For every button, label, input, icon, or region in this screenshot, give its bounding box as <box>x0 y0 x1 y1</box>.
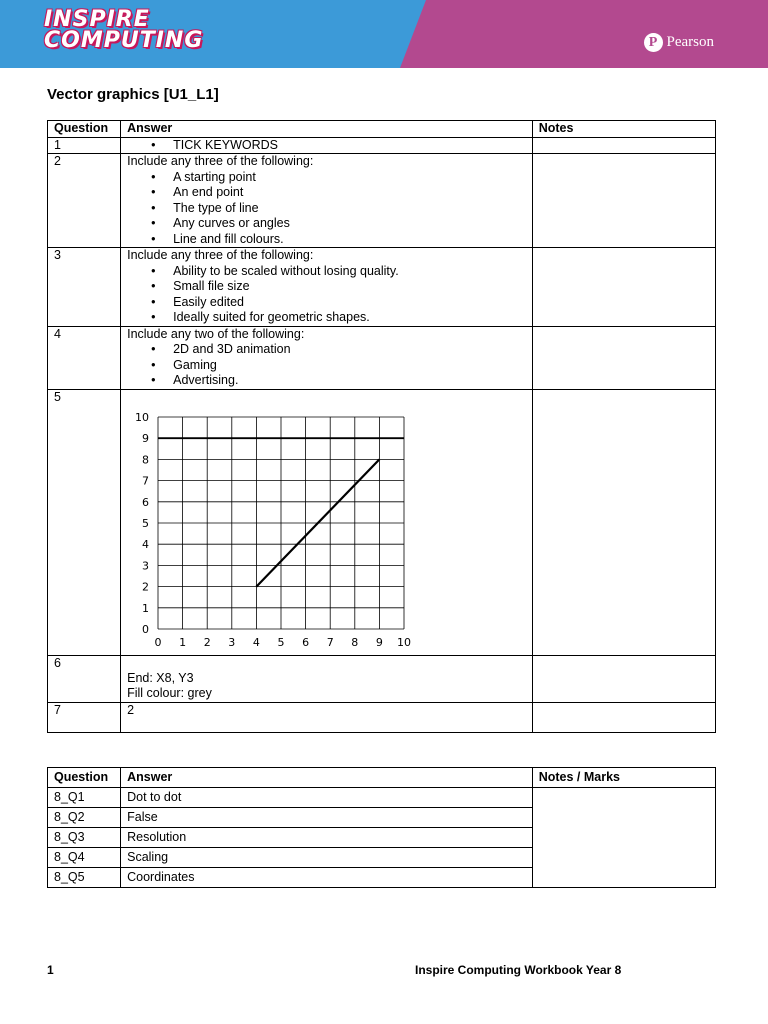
header-banner <box>0 0 768 68</box>
question-number: 8_Q2 <box>48 808 121 828</box>
list-item: • Easily edited <box>151 295 526 311</box>
question-number: 8_Q4 <box>48 848 121 868</box>
table-row <box>48 137 716 154</box>
inspire-computing-logo <box>44 9 203 51</box>
answer-cell: 2 <box>121 702 533 732</box>
notes-cell <box>532 326 715 389</box>
table-row <box>48 389 716 655</box>
notes-cell <box>532 655 715 702</box>
y-tick-label: 1 <box>142 601 150 615</box>
y-tick-label: 2 <box>142 580 150 594</box>
answer-cell <box>121 248 533 327</box>
answer-cell <box>121 655 533 702</box>
answer-cell: Coordinates <box>121 868 533 888</box>
table-row <box>48 154 716 248</box>
notes-cell <box>532 788 715 888</box>
table-header-row <box>48 768 716 788</box>
y-tick-label: 6 <box>142 495 150 509</box>
header-notes: Notes <box>532 121 715 138</box>
answer-line: Fill colour: grey <box>127 686 212 700</box>
answer-cell: Dot to dot <box>121 788 533 808</box>
header-question: Question <box>48 768 121 788</box>
x-tick-label: 4 <box>253 635 261 649</box>
answer-cell <box>121 326 533 389</box>
x-tick-label: 5 <box>277 635 285 649</box>
answer-cell: Scaling <box>121 848 533 868</box>
x-tick-label: 0 <box>154 635 162 649</box>
pearson-logo <box>644 33 715 52</box>
footer-title: Inspire Computing Workbook Year 8 <box>415 963 622 977</box>
answer-intro: Include any three of the following: <box>127 154 314 168</box>
coordinate-grid-chart <box>121 390 421 655</box>
question-number: 4 <box>48 326 121 389</box>
y-tick-label: 9 <box>142 431 150 445</box>
y-tick-label: 7 <box>142 474 150 488</box>
answer-line: End: X8, Y3 <box>127 670 194 685</box>
answer-cell <box>121 137 533 154</box>
table-header-row <box>48 121 716 138</box>
x-tick-label: 7 <box>326 635 334 649</box>
logo-line-1: INSPIRE <box>44 7 150 32</box>
question-number: 8_Q5 <box>48 868 121 888</box>
question-number: 8_Q1 <box>48 788 121 808</box>
answer-cell: Resolution <box>121 828 533 848</box>
answer-cell: False <box>121 808 533 828</box>
list-item: • TICK KEYWORDS <box>151 138 526 154</box>
logo-line-2: COMPUTING <box>44 28 204 53</box>
list-item: • Small file size <box>151 279 526 295</box>
notes-cell <box>532 702 715 732</box>
y-tick-label: 5 <box>142 516 150 530</box>
table-row <box>48 655 716 702</box>
list-item: • Line and fill colours. <box>151 232 526 248</box>
list-item: • Ideally suited for geometric shapes. <box>151 310 526 326</box>
table-row <box>48 788 716 808</box>
notes-cell <box>532 248 715 327</box>
answer-cell <box>121 154 533 248</box>
x-tick-label: 10 <box>397 635 412 649</box>
list-item: • An end point <box>151 185 526 201</box>
footer-page-number: 1 <box>47 963 54 977</box>
list-item: • The type of line <box>151 201 526 217</box>
answer-list <box>127 264 526 326</box>
answer-cell-chart <box>121 389 533 655</box>
question-number: 1 <box>48 137 121 154</box>
notes-cell <box>532 389 715 655</box>
question-number: 8_Q3 <box>48 828 121 848</box>
page-title: Vector graphics [U1_L1] <box>47 86 219 103</box>
list-item: • 2D and 3D animation <box>151 342 526 358</box>
notes-cell <box>532 137 715 154</box>
x-tick-label: 2 <box>203 635 211 649</box>
answer-list <box>127 138 526 154</box>
notes-cell <box>532 154 715 248</box>
y-tick-label: 0 <box>142 622 150 636</box>
x-tick-label: 3 <box>228 635 236 649</box>
x-tick-label: 1 <box>179 635 187 649</box>
table-row <box>48 326 716 389</box>
x-tick-label: 8 <box>351 635 359 649</box>
table-row <box>48 702 716 732</box>
y-tick-label: 3 <box>142 558 150 572</box>
y-tick-label: 4 <box>142 537 150 551</box>
list-item: • Advertising. <box>151 373 526 389</box>
question-number: 7 <box>48 702 121 732</box>
y-tick-label: 8 <box>142 452 150 466</box>
header-answer: Answer <box>121 121 533 138</box>
list-item: • Ability to be scaled without losing quality. <box>151 264 526 280</box>
question-number: 5 <box>48 389 121 655</box>
question-number: 2 <box>48 154 121 248</box>
list-item: • Any curves or angles <box>151 216 526 232</box>
table-row <box>48 248 716 327</box>
x-tick-label: 6 <box>302 635 310 649</box>
answer-list <box>127 342 526 389</box>
header-notes-marks: Notes / Marks <box>532 768 715 788</box>
quiz-table <box>47 767 716 888</box>
list-item: • Gaming <box>151 358 526 374</box>
answer-intro: Include any three of the following: <box>127 248 314 262</box>
pearson-p-icon: P <box>644 33 663 52</box>
answers-table <box>47 120 716 733</box>
list-item: • A starting point <box>151 170 526 186</box>
answer-list <box>127 170 526 248</box>
header-answer: Answer <box>121 768 533 788</box>
x-tick-label: 9 <box>376 635 384 649</box>
question-number: 3 <box>48 248 121 327</box>
header-question: Question <box>48 121 121 138</box>
y-tick-label: 10 <box>135 410 150 424</box>
question-number: 6 <box>48 655 121 702</box>
pearson-wordmark: Pearson <box>666 34 714 50</box>
answer-intro: Include any two of the following: <box>127 326 305 341</box>
